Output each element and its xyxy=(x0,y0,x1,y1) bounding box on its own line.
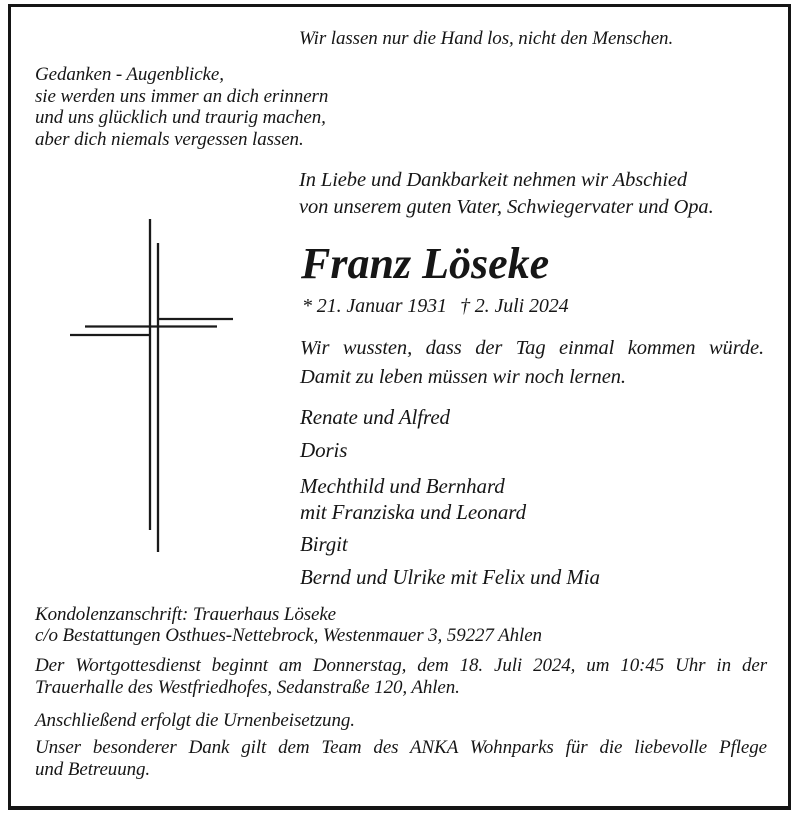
life-dates xyxy=(302,294,569,318)
thanks-line: und Betreuung. xyxy=(35,759,151,780)
thanks-line: Unser besonderer Dank gilt dem Team des ANKA Wohnparks für die liebevolle Pflege xyxy=(35,737,767,758)
thanks-block xyxy=(35,737,767,781)
death-date: † 2. Juli 2024 xyxy=(459,295,569,317)
mourner-line: Mechthild und Bernhard xyxy=(300,474,505,498)
reflection-block xyxy=(300,334,764,392)
mourner-line: Birgit xyxy=(300,532,348,556)
intro-line: von unserem guten Vater, Schwiegervater und Opa. xyxy=(299,195,714,218)
condolence-line: Kondolenzanschrift: Trauerhaus Löseke xyxy=(35,604,337,625)
mourner-group xyxy=(300,532,348,558)
reflection-line: Damit zu leben müssen wir noch lernen. xyxy=(300,365,626,388)
service-line: Der Wortgottesdienst beginnt am Donnerstag, dem 18. Juli 2024, um 10:45 Uhr in der xyxy=(35,655,767,676)
poem-line: aber dich niemals vergessen lassen. xyxy=(35,129,304,151)
burial-line: Anschließend erfolgt die Urnenbeisetzung. xyxy=(35,710,355,731)
mourner-group xyxy=(300,565,600,591)
poem-line: Gedanken - Augenblicke, xyxy=(35,64,224,85)
poem-block xyxy=(35,64,328,151)
intro-line: In Liebe und Dankbarkeit nehmen wir Abschied xyxy=(299,169,688,191)
intro-block xyxy=(299,167,714,221)
poem-line: sie werden uns immer an dich erinnern xyxy=(35,85,329,107)
service-line: Trauerhalle des Westfriedhofes, Sedanstraße 120, Ahlen. xyxy=(35,676,460,698)
mourner-line: Bernd und Ulrike mit Felix und Mia xyxy=(300,565,600,589)
birth-date: * 21. Januar 1931 xyxy=(302,295,447,317)
mourner-line: Renate und Alfred xyxy=(300,405,450,429)
condolence-line: c/o Bestattungen Osthues-Nettebrock, Westenmauer 3, 59227 Ahlen xyxy=(35,625,542,647)
mourner-group xyxy=(300,438,347,464)
deceased-name: Franz Löseke xyxy=(301,239,550,288)
reflection-line: Wir wussten, dass der Tag einmal kommen würde. xyxy=(300,337,764,359)
epigraph-line: Wir lassen nur die Hand los, nicht den Menschen. xyxy=(299,28,674,49)
mourner-group xyxy=(300,405,450,431)
memorial-cross-icon xyxy=(60,210,245,560)
mourner-line: Doris xyxy=(300,438,348,462)
poem-line: und uns glücklich und traurig machen, xyxy=(35,107,326,129)
condolence-address-block xyxy=(35,604,542,647)
mourner-group xyxy=(300,474,526,525)
mourner-line: mit Franziska und Leonard xyxy=(300,499,526,524)
service-info-block xyxy=(35,655,767,698)
